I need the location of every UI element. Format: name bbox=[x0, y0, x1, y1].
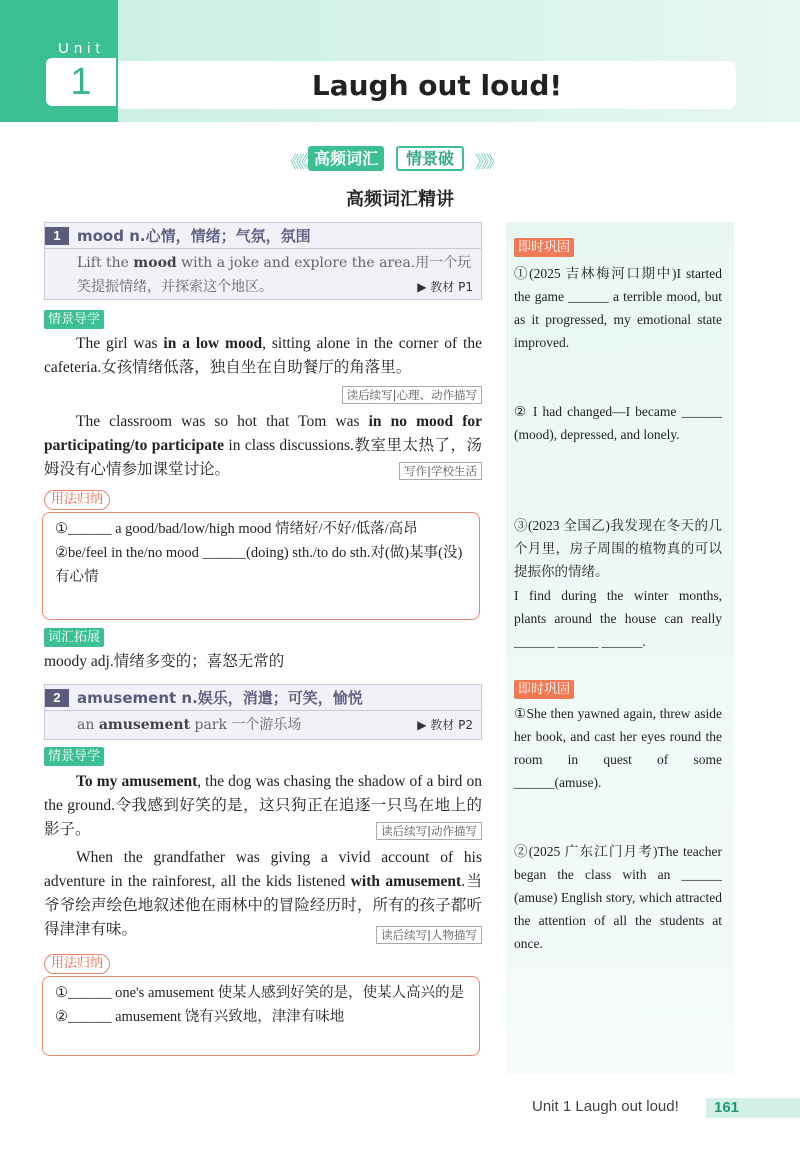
usage-badge: 读后续写|动作描写 bbox=[376, 822, 482, 840]
para-keyword: in no mood for participating/to participate bbox=[44, 413, 482, 454]
practice-tag: 即时巩固 bbox=[514, 680, 574, 699]
practice-tag: 即时巩固 bbox=[514, 238, 574, 257]
entry-example bbox=[45, 711, 481, 741]
example-keyword: mood bbox=[133, 255, 177, 271]
entry-card-mood bbox=[44, 222, 482, 300]
para-pre: The girl was bbox=[76, 335, 164, 352]
practice-item: ①(2025 吉林梅河口期中)I started the game ______ a terrible mood, but as it progressed, my emotional state improved. bbox=[514, 266, 722, 350]
scene-guide-tag: 情景导学 bbox=[44, 310, 104, 329]
scene-paragraph-1 bbox=[44, 332, 482, 380]
usage-summary-tag: 用法归纳 bbox=[44, 490, 110, 510]
example-text-pre: an bbox=[77, 717, 99, 733]
entry-header bbox=[45, 223, 481, 249]
usage-summary-tag: 用法归纳 bbox=[44, 954, 110, 974]
usage-line-1: ①______ one's amusement 使某人感到好笑的是，使某人高兴的是 bbox=[55, 985, 465, 1001]
practice-item: I find during the winter months, plants around the house can really ______ ______ ______. bbox=[514, 588, 722, 649]
para-pre: When the grandfather was giving a vivid account of his adventure in the rainforest, all the kids listened bbox=[44, 849, 482, 890]
banner-label-vocab: 高频词汇 bbox=[308, 146, 384, 171]
vocab-extension-tag: 词汇拓展 bbox=[44, 628, 104, 647]
unit-title-bar bbox=[118, 61, 736, 109]
para-post: , sitting alone in the corner of the cafeteria.女孩情绪低落，独自坐在自助餐厅的角落里。 bbox=[44, 335, 482, 376]
unit-title: Laugh out loud! bbox=[311, 68, 563, 102]
usage-badge: 写作|学校生活 bbox=[399, 462, 482, 480]
para-keyword: in a low mood bbox=[163, 335, 263, 352]
para-post: in class discussions.教室里太热了，汤姆没有心情参加课堂讨论。 bbox=[44, 437, 482, 478]
textbook-source: ▶ 教材 P2 bbox=[417, 718, 473, 732]
usage-badge: 读后续写|心理、动作描写 bbox=[342, 386, 482, 404]
entry-number: 1 bbox=[45, 227, 69, 245]
unit-number-box bbox=[46, 58, 116, 106]
entry-header bbox=[45, 685, 481, 711]
scene-guide-tag: 情景导学 bbox=[44, 747, 104, 766]
unit-header bbox=[0, 0, 800, 122]
page-number: 161 bbox=[714, 1099, 740, 1116]
vocab-extension-text: moody adj.情绪多变的；喜怒无常的 bbox=[44, 653, 285, 670]
usage-badge: 读后续写|人物描写 bbox=[376, 926, 482, 944]
para-post: .当爷爷绘声绘色地叙述他在雨林中的冒险经历时，所有的孩子都听得津津有味。 bbox=[44, 873, 482, 938]
usage-line-2: ②be/feel in the/no mood ______(doing) sth./to do sth.对(做)某事(没)有心情 bbox=[55, 545, 463, 585]
entry-card-amusement bbox=[44, 684, 482, 740]
para-keyword: To my amusement bbox=[76, 773, 198, 790]
unit-number: 1 bbox=[70, 60, 92, 103]
para-keyword: with amusement bbox=[350, 873, 462, 890]
textbook-source: ▶ 教材 P1 bbox=[417, 280, 473, 294]
example-text-pre: Lift the bbox=[77, 255, 134, 271]
practice-item: ③(2023 全国乙)我发现在冬天的几个月里，房子周围的植物真的可以提振你的情绪。 bbox=[514, 518, 722, 579]
example-keyword: amusement bbox=[98, 717, 191, 733]
left-chevrons-icon: 《《《 bbox=[282, 153, 307, 173]
unit-label: Unit bbox=[58, 40, 105, 57]
example-text-post: park 一个游乐场 bbox=[190, 717, 302, 733]
banner-label-scene: 情景破 bbox=[396, 146, 464, 171]
usage-line-1: ①______ a good/bad/low/high mood 情绪好/不好/低落/高昂 bbox=[55, 521, 418, 537]
usage-line-2: ②______ amusement 饶有兴致地，津津有味地 bbox=[55, 1009, 345, 1025]
entry-example bbox=[45, 249, 481, 303]
section-subtitle: 高频词汇精讲 bbox=[346, 189, 454, 210]
usage-summary-box bbox=[42, 512, 480, 620]
entry-number: 2 bbox=[45, 689, 69, 707]
para-post: , the dog was chasing the shadow of a bird on the ground.令我感到好笑的是，这只狗正在追逐一只鸟在地上的影子。 bbox=[44, 773, 482, 838]
usage-summary-box bbox=[42, 976, 480, 1056]
example-text-post: with a joke and explore the area.用一个玩笑提振情绪，并探索这个地区。 bbox=[77, 255, 472, 295]
running-title: Unit 1 Laugh out loud! bbox=[532, 1098, 679, 1115]
practice-item: ② I had changed—I became ______ (mood), depressed, and lonely. bbox=[514, 404, 722, 442]
practice-item: ②(2025 广东江门月考)The teacher began the class with an ______ (amuse) English story, which attracted the attention of all the students at once. bbox=[514, 844, 722, 951]
right-chevrons-icon: 》》》 bbox=[475, 153, 500, 173]
para-pre: The classroom was so hot that Tom was bbox=[76, 413, 369, 430]
entry-headword: amusement n.娱乐，消遣；可笑，愉悦 bbox=[77, 689, 363, 707]
practice-item: ①She then yawned again, threw aside her book, and cast her eyes round the room in quest of some ______(amuse). bbox=[514, 706, 722, 790]
section-banner bbox=[282, 144, 500, 174]
entry-headword: mood n.心情，情绪；气氛，氛围 bbox=[77, 227, 311, 245]
